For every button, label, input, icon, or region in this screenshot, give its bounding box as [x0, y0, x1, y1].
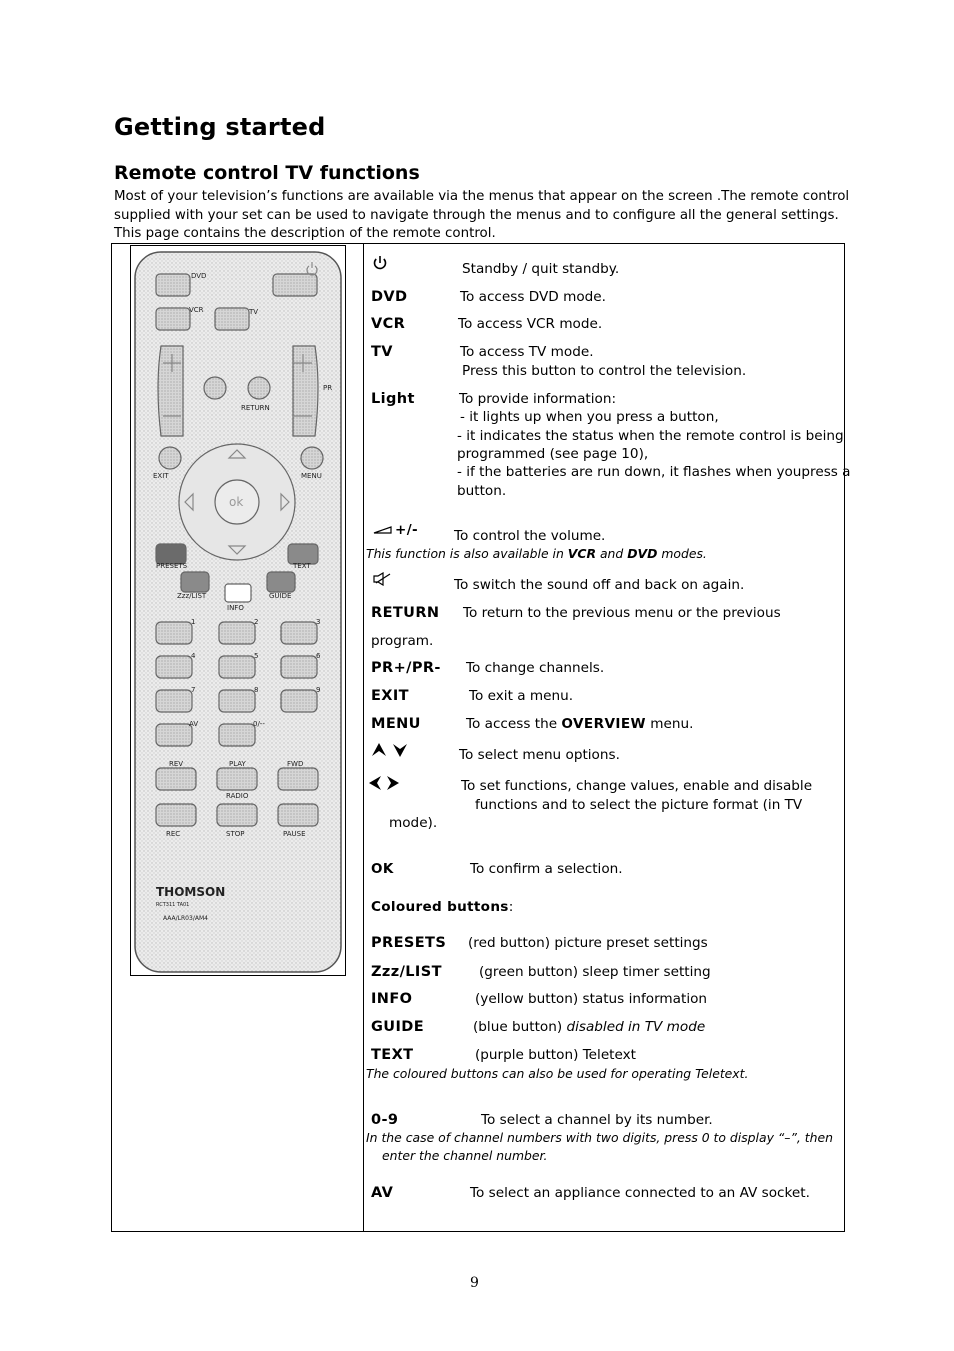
light-line: programmed (see page 10), [457, 446, 649, 462]
light-line: - it lights up when you press a button, [460, 409, 719, 425]
svg-text:Zzz/LIST: Zzz/LIST [177, 592, 207, 600]
svg-text:RADIO: RADIO [226, 792, 249, 800]
svg-text:ok: ok [229, 495, 244, 509]
svg-text:MENU: MENU [301, 472, 322, 480]
info-desc: (yellow button) status information [475, 991, 708, 1007]
svg-text:6: 6 [316, 652, 321, 660]
svg-text:RETURN: RETURN [241, 404, 270, 412]
svg-text:4: 4 [191, 652, 196, 660]
vcr-desc: To access VCR mode. [458, 316, 603, 332]
svg-text:STOP: STOP [226, 830, 245, 838]
key-digits: 0-9 [371, 1112, 399, 1128]
key-exit: EXIT [371, 688, 409, 704]
exit-desc: To exit a menu. [469, 688, 574, 704]
svg-text:REC: REC [166, 830, 181, 838]
text-desc: (purple button) Teletext [475, 1047, 637, 1063]
key-info: INFO [371, 991, 413, 1007]
standby-desc: Standby / quit standby. [462, 261, 620, 277]
key-volume: +/- [395, 522, 419, 538]
remote-illustration [130, 245, 346, 976]
svg-text:PLAY: PLAY [229, 760, 246, 768]
menu-desc: To access the OVERVIEW menu. [466, 716, 694, 732]
tv-desc: To access TV mode. [460, 344, 594, 360]
page-title: Getting started [114, 113, 326, 141]
intro-line: supplied with your set can be used to navigate through the menus and to configure all the general settings. [114, 207, 839, 223]
light-line: - it indicates the status when the remote control is being [457, 428, 844, 444]
leftright-desc-3: mode). [389, 815, 438, 831]
svg-text:PRESETS: PRESETS [156, 562, 188, 570]
svg-text:VCR: VCR [189, 306, 204, 314]
intro-line: Most of your television’s functions are available via the menus that appear on the screen .The remote control [114, 189, 850, 204]
pr-desc: To change channels. [466, 660, 605, 676]
svg-text:TV: TV [249, 308, 259, 316]
svg-text:RCT311 TA01: RCT311 TA01 [156, 902, 190, 908]
volume-desc: To control the volume. [454, 528, 606, 544]
key-text: TEXT [371, 1047, 414, 1063]
key-light: Light [371, 391, 415, 407]
return-desc-2: program. [371, 633, 434, 649]
return-desc: To return to the previous menu or the previous [463, 605, 781, 621]
key-guide: GUIDE [371, 1019, 425, 1035]
av-desc: To select an appliance connected to an AV socket. [470, 1185, 810, 1201]
mute-icon [372, 572, 392, 586]
presets-desc: (red button) picture preset settings [468, 935, 708, 951]
table-divider [363, 243, 364, 1231]
guide-desc: (blue button) disabled in TV mode [473, 1019, 706, 1035]
key-tv: TV [371, 344, 393, 360]
intro-line: This page contains the description of the remote control. [114, 226, 496, 241]
svg-text:9: 9 [316, 686, 321, 694]
svg-text:TEXT: TEXT [293, 562, 311, 570]
svg-text:AV: AV [189, 720, 199, 728]
key-return: RETURN [371, 605, 440, 621]
key-presets: PRESETS [371, 935, 447, 951]
svg-text:1: 1 [191, 618, 196, 626]
svg-text:PR: PR [323, 384, 333, 392]
volume-icon [373, 525, 393, 535]
zzz-desc: (green button) sleep timer setting [479, 964, 711, 980]
svg-text:DVD: DVD [191, 272, 207, 280]
arrow-up-down-icon [371, 742, 409, 758]
svg-text:GUIDE: GUIDE [269, 592, 292, 600]
svg-text:REV: REV [169, 760, 184, 768]
mute-desc: To switch the sound off and back on again. [454, 577, 745, 593]
remote-drawing [131, 246, 345, 975]
key-ok: OK [371, 861, 394, 877]
digits-note: In the case of channel numbers with two digits, press 0 to display “–”, then [366, 1130, 833, 1145]
svg-text:5: 5 [254, 652, 259, 660]
light-line: button. [457, 483, 507, 499]
updown-desc: To select menu options. [459, 747, 620, 763]
light-line: To provide information: [459, 391, 617, 407]
arrow-left-right-icon [368, 775, 400, 791]
power-icon [372, 254, 388, 271]
key-dvd: DVD [371, 289, 408, 305]
leftright-desc: To set functions, change values, enable and disable [461, 778, 813, 794]
leftright-desc-2: functions and to select the picture format (in TV [475, 797, 803, 813]
svg-text:THOMSON: THOMSON [156, 885, 226, 899]
page-number: 9 [470, 1275, 479, 1291]
key-vcr: VCR [371, 316, 406, 332]
light-line: - if the batteries are run down, it flashes when youpress a [457, 464, 851, 480]
svg-text:AAA/LR03/AM4: AAA/LR03/AM4 [163, 915, 208, 922]
dvd-desc: To access DVD mode. [460, 289, 606, 305]
section-title: Remote control TV functions [114, 162, 420, 184]
svg-text:EXIT: EXIT [153, 472, 169, 480]
digits-desc: To select a channel by its number. [481, 1112, 713, 1128]
svg-text:PAUSE: PAUSE [283, 830, 306, 838]
tv-desc-2: Press this button to control the television. [462, 363, 747, 379]
svg-text:0/--: 0/-- [253, 720, 265, 728]
key-menu: MENU [371, 716, 421, 732]
volume-note: This function is also available in VCR and DVD modes. [366, 546, 707, 561]
ok-desc: To confirm a selection. [470, 861, 623, 877]
svg-text:3: 3 [316, 618, 321, 626]
coloured-title: Coloured buttons: [371, 899, 514, 915]
coloured-note: The coloured buttons can also be used for operating Teletext. [366, 1066, 749, 1081]
key-pr: PR+/PR- [371, 660, 441, 676]
key-zzz: Zzz/LIST [371, 964, 442, 980]
intro-paragraph [114, 188, 850, 244]
svg-text:7: 7 [191, 686, 196, 694]
svg-text:8: 8 [254, 686, 259, 694]
key-av: AV [371, 1185, 394, 1201]
svg-text:2: 2 [254, 618, 259, 626]
svg-text:INFO: INFO [227, 604, 244, 612]
digits-note-2: enter the channel number. [382, 1148, 548, 1163]
svg-text:FWD: FWD [287, 760, 304, 768]
